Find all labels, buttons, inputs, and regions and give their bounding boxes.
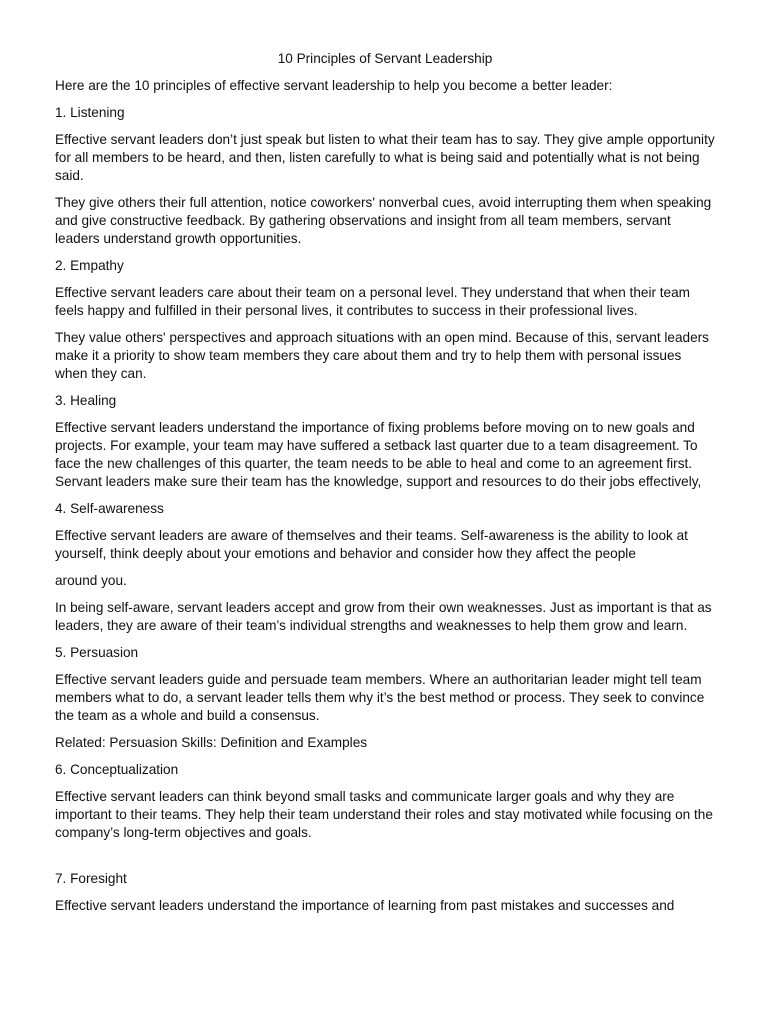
document-title: 10 Principles of Servant Leadership [277, 51, 493, 66]
listening-paragraph-2: They give others their full attention, notice coworkers' nonverbal cues, avoid interrupting them when speaking and give constructive feedback. By gathering observations and insight from all team members, servant leaders understand growth opportunities. [55, 195, 712, 246]
section-heading-listening: 1. Listening [55, 105, 125, 120]
persuasion-paragraph-1: Effective servant leaders guide and persuade team members. Where an authoritarian leader might tell team members what to do, a servant leader tells them why it’s the best method or process. They seek to convince the team as a whole and build a consensus. [55, 672, 705, 723]
empathy-paragraph-2: They value others' perspectives and approach situations with an open mind. Because of this, servant leaders make it a priority to show team members they care about them and try to help them with personal issues when they can. [55, 330, 709, 381]
section-heading-conceptualization: 6. Conceptualization [55, 762, 179, 777]
section-heading-healing: 3. Healing [55, 393, 117, 408]
foresight-paragraph-1: Effective servant leaders understand the importance of learning from past mistakes and successes and [55, 898, 675, 913]
conceptualization-paragraph-1: Effective servant leaders can think beyond small tasks and communicate larger goals and why they are important to their teams. They help their team understand their roles and stay motivated while focusing on the company’s long-term objectives and goals. [55, 789, 713, 840]
empathy-paragraph-1: Effective servant leaders care about their team on a personal level. They understand that when their team feels happy and fulfilled in their personal lives, it contributes to success in their professional lives. [55, 285, 690, 318]
listening-paragraph-1: Effective servant leaders don’t just speak but listen to what their team has to say. They give ample opportunity for all members to be heard, and then, listen carefully to what is being said and potentially what is not being said. [55, 132, 715, 183]
section-heading-self-awareness: 4. Self-awareness [55, 501, 164, 516]
self-awareness-paragraph-2: around you. [55, 573, 127, 588]
section-heading-persuasion: 5. Persuasion [55, 645, 139, 660]
document-page [55, 50, 715, 924]
intro-paragraph: Here are the 10 principles of effective servant leadership to help you become a better leader: [55, 78, 613, 93]
healing-paragraph-1: Effective servant leaders understand the importance of fixing problems before moving on to new goals and projects. For example, your team may have suffered a setback last quarter due to a team disagreement. To face the new challenges of this quarter, the team needs to be able to heal and come to an agreement first. Servant leaders make sure their team has the knowledge, support and resources to do their jobs effectively, [55, 420, 702, 489]
self-awareness-paragraph-3: In being self-aware, servant leaders accept and grow from their own weaknesses. Just as important is that as leaders, they are aware of their team’s individual strengths and weaknesses to help them grow and learn. [55, 600, 712, 633]
self-awareness-paragraph-1: Effective servant leaders are aware of themselves and their teams. Self-awareness is the ability to look at yourself, think deeply about your emotions and behavior and consider how they affect the people [55, 528, 688, 561]
section-heading-foresight: 7. Foresight [55, 871, 127, 886]
related-link-text: Related: Persuasion Skills: Definition and Examples [55, 735, 368, 750]
section-heading-empathy: 2. Empathy [55, 258, 124, 273]
